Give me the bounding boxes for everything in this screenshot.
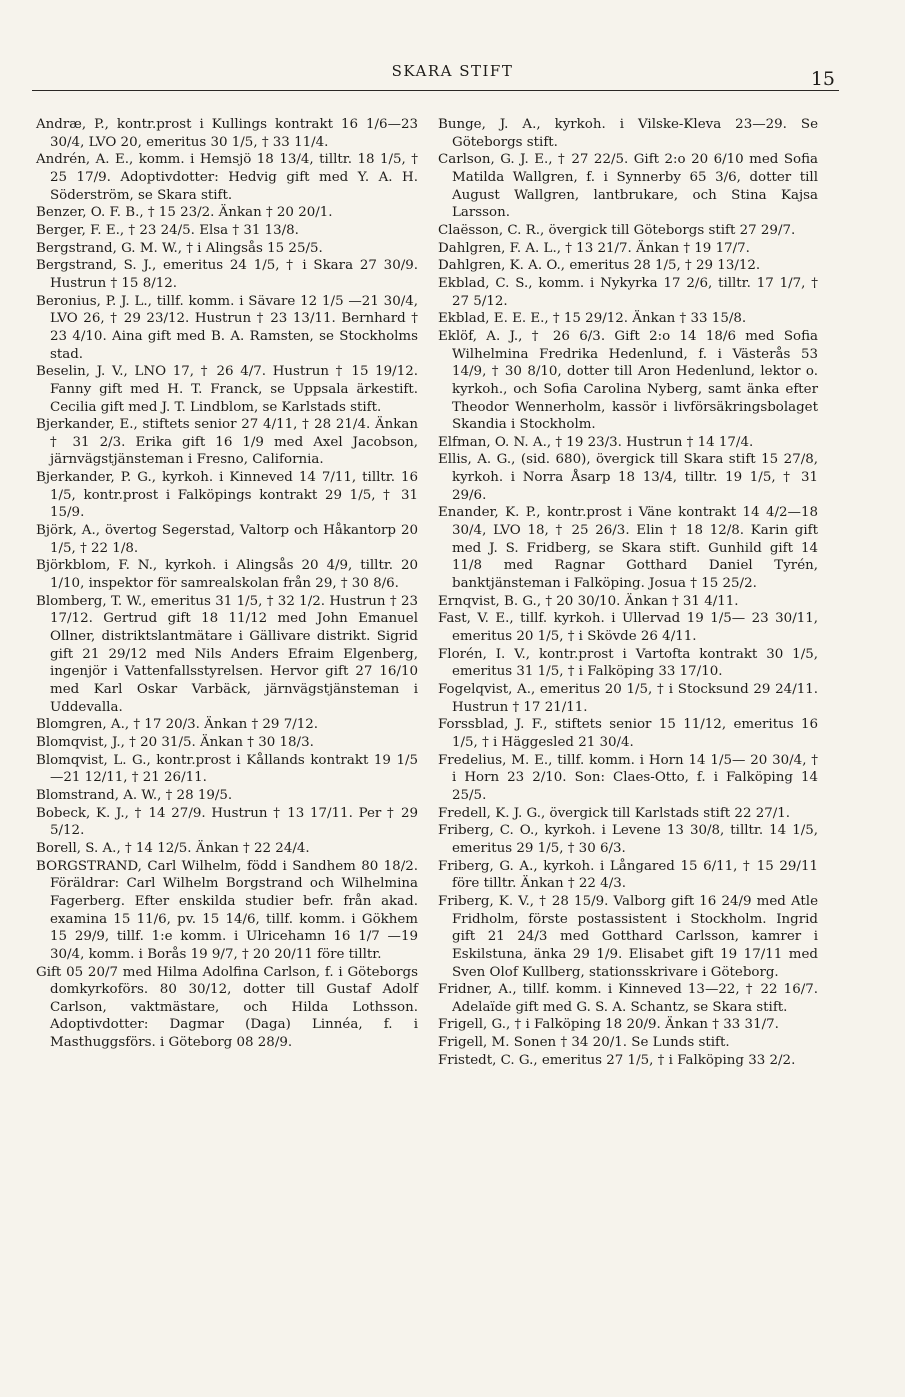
register-entry: Frigell, G., † i Falköping 18 20/9. Änkan † 33 31/7. — [438, 1017, 779, 1033]
register-entry: Bjerkander, E., stiftets senior 27 4/11, † 28 21/4. Änkan † 31 2/3. Erika gift 16 1/9 med Axel Jacobson, järnvägstjänsteman i Fresno, California. — [36, 417, 418, 468]
register-entry: Bjerkander, P. G., kyrkoh. i Kinneved 14 7/11, tilltr. 16 1/5, kontr.prost i Falköpings kontrakt 29 1/5, † 31 15/9. — [36, 470, 418, 521]
register-entry: Fast, V. E., tillf. kyrkoh. i Ullervad 19 1/5— 23 30/11, emeritus 20 1/5, † i Skövde 26 4/11. — [438, 611, 818, 645]
register-entry: Bergstrand, S. J., emeritus 24 1/5, † i Skara 27 30/9. Hustrun † 15 8/12. — [36, 258, 418, 291]
register-entry: Ekblad, E. E. E., † 15 29/12. Änkan † 33 15/8. — [438, 311, 747, 327]
register-entry: Ellis, A. G., (sid. 680), övergick till Skara stift 15 27/8, kyrkoh. i Norra Åsarp 18 13/4, tilltr. 19 1/5, † 31 29/6. — [438, 452, 818, 503]
register-entry: Claësson, C. R., övergick till Göteborgs stift 27 29/7. — [438, 222, 796, 238]
register-entry: Andræ, P., kontr.prost i Kullings kontrakt 16 1/6—23 30/4, LVO 20, emeritus 30 1/5, † 33 11/4. — [36, 117, 418, 150]
register-entry: Dahlgren, F. A. L., † 13 21/7. Änkan † 19 17/7. — [438, 240, 750, 256]
register-entry: Florén, I. V., kontr.prost i Vartofta kontrakt 30 1/5, emeritus 31 1/5, † i Falköping 33 17/10. — [438, 646, 818, 680]
register-entry: Björk, A., övertog Segerstad, Valtorp och Håkantorp 20 1/5, † 22 1/8. — [36, 523, 418, 556]
register-entry: Bergstrand, G. M. W., † i Alingsås 15 25/5. — [36, 240, 323, 256]
right-column — [438, 116, 818, 1069]
running-head: SKARA STIFT — [391, 62, 514, 80]
register-entry: Dahlgren, K. A. O., emeritus 28 1/5, † 29 13/12. — [438, 258, 761, 274]
register-entry: Beronius, P. J. L., tillf. komm. i Sävare 12 1/5 —21 30/4, LVO 26, † 29 23/12. Hustrun † 23 13/11. Bernhard † 23 4/10. Aina gift med B. A. Ramsten, se Stockholms stad. — [36, 293, 418, 362]
left-column — [36, 116, 418, 1052]
register-entry: Elfman, O. N. A., † 19 23/3. Hustrun † 14 17/4. — [438, 434, 754, 450]
register-entry: BORGSTRAND, Carl Wilhelm, född i Sandhem 80 18/2. Föräldrar: Carl Wilhelm Borgstrand och Wilhelmina Fagerberg. Efter enskilda studier befr. från akad. examina 15 11/6, pv. 15 14/6, tillf. komm. i Gökhem 15 29/9, tillf. 1:e komm. i Ulricehamn 16 1/7 —19 30/4, komm. i Borås 19 9/7, † 20 20/11 före tilltr. — [36, 858, 418, 962]
register-entry: Ernqvist, B. G., † 20 30/10. Änkan † 31 4/11. — [438, 593, 739, 609]
register-entry: Ekblad, C. S., komm. i Nykyrka 17 2/6, tilltr. 17 1/7, † 27 5/12. — [438, 275, 818, 309]
register-entry: Bunge, J. A., kyrkoh. i Vilske-Kleva 23—29. Se Göteborgs stift. — [438, 117, 818, 150]
header-rule — [32, 90, 839, 91]
register-entry: Benzer, O. F. B., † 15 23/2. Änkan † 20 20/1. — [36, 205, 333, 221]
register-entry: Blomberg, T. W., emeritus 31 1/5, † 32 1/2. Hustrun † 23 17/12. Gertrud gift 18 11/12 med John Emanuel Ollner, distriktslantmätare i Gällivare distrikt. Sigrid gift 21 29/12 med Nils Anders Efraim Elgenberg, ingenjör i Vattenfallsstyrelsen. Hervor gift 27 16/10 med Karl Oskar Varbäck, järnvägstjänsteman i Uddevalla. — [36, 593, 418, 715]
register-entry: Blomqvist, L. G., kontr.prost i Kållands kontrakt 19 1/5—21 12/11, † 21 26/11. — [36, 752, 418, 786]
register-entry: Berger, F. E., † 23 24/5. Elsa † 31 13/8. — [36, 222, 299, 238]
register-entry: Forssblad, J. F., stiftets senior 15 11/12, emeritus 16 1/5, † i Häggesled 21 30/4. — [438, 717, 818, 750]
register-entry: Gift 05 20/7 med Hilma Adolfina Carlson, f. i Göteborgs domkyrkoförs. 80 30/12, dotter till Gustaf Adolf Carlson, vaktmästare, och Hilda Lothsson. Adoptivdotter: Dagmar (Daga) Linnéa, f. i Masthuggsförs. i Göteborg 08 28/9. — [36, 964, 418, 1051]
page-number: 15 — [810, 68, 835, 90]
register-entry: Fredelius, M. E., tillf. komm. i Horn 14 1/5— 20 30/4, † i Horn 23 2/10. Son: Claes-Otto, f. i Falköping 14 25/5. — [438, 752, 818, 803]
register-entry: Beselin, J. V., LNO 17, † 26 4/7. Hustrun † 15 19/12. Fanny gift med H. T. Franck, se Uppsala ärkestift. Cecilia gift med J. T. Lindblom, se Karlstads stift. — [36, 364, 418, 415]
register-entry: Eklöf, A. J., † 26 6/3. Gift 2:o 14 18/6 med Sofia Wilhelmina Fredrika Hedenlund, f. i Västerås 53 14/9, † 30 8/10, dotter till Aron Hedenlund, lektor o. kyrkoh., och Sofia Carolina Nyberg, samt änka efter Theodor Wennerholm, kassör i livförsäkringsbolaget Skandia i Stockholm. — [438, 328, 818, 433]
register-entry: Frigell, M. Sonen † 34 20/1. Se Lunds stift. — [438, 1035, 730, 1051]
register-entry: Fridner, A., tillf. komm. i Kinneved 13—22, † 22 16/7. Adelaïde gift med G. S. A. Schantz, se Skara stift. — [438, 982, 818, 1015]
register-entry: Carlson, G. J. E., † 27 22/5. Gift 2:o 20 6/10 med Sofia Matilda Wallgren, f. i Synnerby 65 3/6, dotter till August Wallgren, lantbrukare, och Stina Kajsa Larsson. — [438, 152, 818, 221]
register-entry: Blomstrand, A. W., † 28 19/5. — [36, 787, 233, 803]
register-entry: Fristedt, C. G., emeritus 27 1/5, † i Falköping 33 2/2. — [438, 1052, 796, 1068]
register-entry: Friberg, C. O., kyrkoh. i Levene 13 30/8, tilltr. 14 1/5, emeritus 29 1/5, † 30 6/3. — [438, 823, 818, 856]
register-entry: Friberg, G. A., kyrkoh. i Långared 15 6/11, † 15 29/11 före tilltr. Änkan † 22 4/3. — [438, 858, 818, 892]
register-entry: Blomqvist, J., † 20 31/5. Änkan † 30 18/3. — [36, 734, 314, 750]
register-entry: Borell, S. A., † 14 12/5. Änkan † 22 24/4. — [36, 840, 310, 856]
register-entry: Fredell, K. J. G., övergick till Karlstads stift 22 27/1. — [438, 805, 791, 821]
register-entry: Friberg, K. V., † 28 15/9. Valborg gift 16 24/9 med Atle Fridholm, förste postassistent i Stockholm. Ingrid gift 21 24/3 med Gotthard Carlsson, kamrer i Eskilstuna, änka 29 1/9. Elisabet gift 19 17/11 med Sven Olof Kullberg, stationsskrivare i Göteborg. — [438, 893, 818, 980]
register-entry: Enander, K. P., kontr.prost i Väne kontrakt 14 4/2—18 30/4, LVO 18, † 25 26/3. Elin † 18 12/8. Karin gift med J. S. Fridberg, se Skara stift. Gunhild gift 14 11/8 med Ragnar Gotthard Daniel Tyrén, banktjänsteman i Falköping. Josua † 15 25/2. — [438, 505, 818, 592]
register-entry: Blomgren, A., † 17 20/3. Änkan † 29 7/12. — [36, 717, 319, 733]
register-entry: Björkblom, F. N., kyrkoh. i Alingsås 20 4/9, tilltr. 20 1/10, inspektor för samrealskolan från 29, † 30 8/6. — [36, 558, 418, 592]
register-entry: Andrén, A. E., komm. i Hemsjö 18 13/4, tilltr. 18 1/5, † 25 17/9. Adoptivdotter: Hedvig gift med Y. A. H. Söderström, se Skara stift. — [36, 152, 418, 203]
register-entry: Fogelqvist, A., emeritus 20 1/5, † i Stocksund 29 24/11. Hustrun † 17 21/11. — [438, 682, 818, 715]
register-entry: Bobeck, K. J., † 14 27/9. Hustrun † 13 17/11. Per † 29 5/12. — [36, 805, 418, 839]
